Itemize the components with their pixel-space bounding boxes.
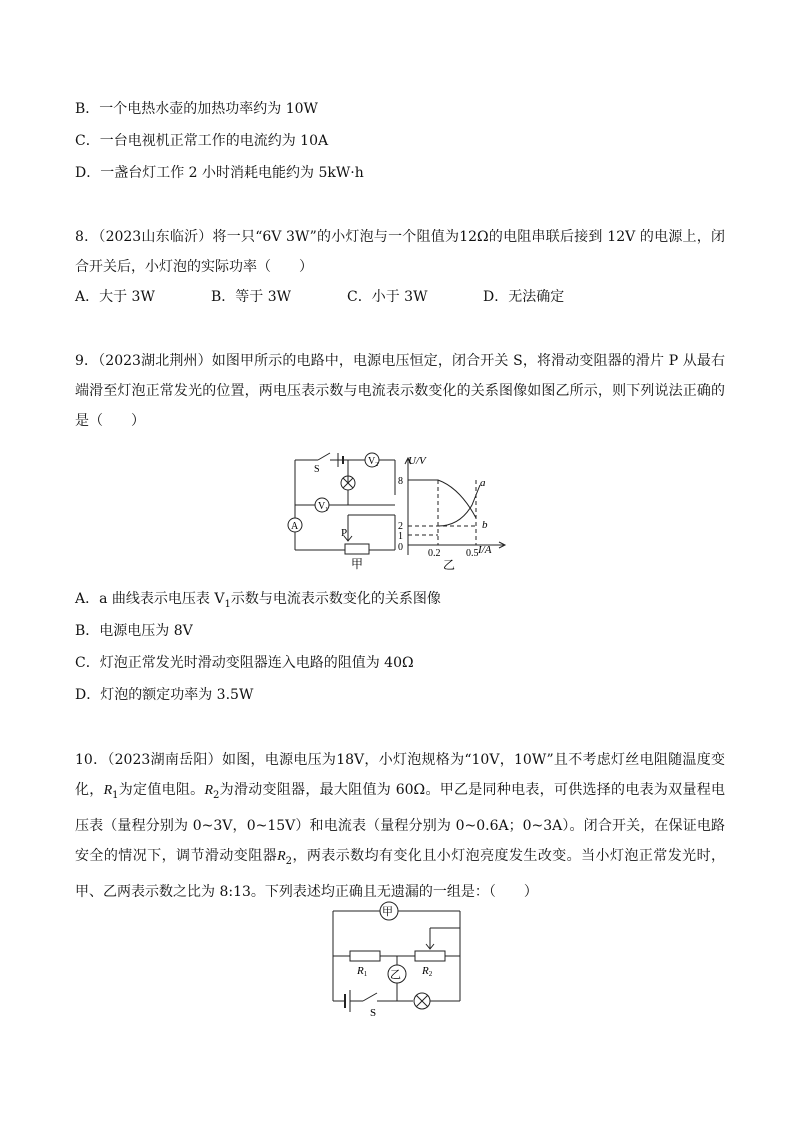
q10-meter-yi-label: 乙 xyxy=(390,969,401,981)
q9-curve-a-label: a xyxy=(480,477,486,489)
q8-option-c: C．小于 3W xyxy=(347,289,428,305)
q9-curve-b-label: b xyxy=(482,519,488,531)
q9-circuit-caption: 甲 xyxy=(351,557,364,571)
q8-option-a: A．大于 3W xyxy=(75,289,155,305)
q10-switch-label: S xyxy=(370,1007,377,1018)
q9-meter-a-label: A xyxy=(291,521,299,532)
q9-x-axis-label: I/A xyxy=(478,544,492,556)
q9-meter-v2-label: $V_2$ xyxy=(368,456,379,468)
q8-option-b: B．等于 3W xyxy=(211,289,292,305)
q9-figure xyxy=(280,440,520,575)
q10-meter-jia-label: 甲 xyxy=(382,906,393,918)
q9-origin-label: 0 xyxy=(398,542,403,553)
q9-y-axis-label: U/V xyxy=(408,455,426,467)
q9-option-a: A．a 曲线表示电压表 $V_1$示数与电流表示数变化的关系图像 xyxy=(75,591,441,610)
q10-stem: 10．（2023湖南岳阳）如图，电源电压为18V，小灯泡规格为“10V，10W”且不考虑灯丝电阻随温度变化，$R_1$为定值电阻。$R_2$为滑动变阻器，最大阻值为 60Ω。甲乙是同种电表，可供选择的电表为双量程电压表（量程分别为 0~3V，0~15V）和电流表（量程分别为 0~0.6A；0~3A）。闭合开关，在保证电路安全的情况下，调节滑动变阻器$R_2$，两表示数均有变化且小灯泡亮度发生改变。当小灯泡正常发光时，甲、乙两表示数之比为 8:13。下列表述均正确且无遗漏的一组是：（ ） xyxy=(75,752,726,900)
q9-graph-caption: 乙 xyxy=(443,558,456,572)
q9-y-tick-1: 1 xyxy=(398,531,403,542)
q9-switch-label: S xyxy=(314,464,320,475)
q9-y-tick-8: 8 xyxy=(398,476,403,487)
q9-slider-label: P xyxy=(341,527,348,539)
q7-option-d: D．一盏台灯工作 2 小时消耗电能约为 5kW·h xyxy=(75,165,364,181)
q7-option-c: C．一台电视机正常工作的电流约为 10A xyxy=(75,133,329,149)
q9-option-c: C．灯泡正常发光时滑动变阻器连入电路的阻值为 40Ω xyxy=(75,655,414,671)
q8-stem: 8．（2023山东临沂）将一只“6V 3W”的小灯泡与一个阻值为12Ω的电阻串联后接到 12V 的电源上，闭合开关后，小灯泡的实际功率（ ） xyxy=(75,229,725,275)
q10-r2-label: R2 xyxy=(422,965,433,978)
q9-x-tick-02: 0.2 xyxy=(428,548,441,559)
q7-option-b: B．一个电热水壶的加热功率约为 10W xyxy=(75,101,318,117)
q8-options xyxy=(75,287,619,307)
q8-option-d: D．无法确定 xyxy=(483,289,565,305)
q9-stem: 9．（2023湖北荆州）如图甲所示的电路中，电源电压恒定，闭合开关 S，将滑动变阻器的滑片 P 从最右端滑至灯泡正常发光的位置，两电压表示数与电流表示数变化的关系图像如图乙所示，则下列说法正确的是（ ） xyxy=(75,353,725,429)
q10-figure xyxy=(325,898,470,1018)
q9-x-tick-05: 0.5 xyxy=(466,548,479,559)
q9-option-d: D．灯泡的额定功率为 3.5W xyxy=(75,687,254,703)
q9-meter-v1-label: $V_1$ xyxy=(318,501,329,513)
q9-option-b: B．电源电压为 8V xyxy=(75,623,193,639)
q9-y-tick-2: 2 xyxy=(398,521,403,532)
q10-r1-label: R1 xyxy=(357,965,368,978)
